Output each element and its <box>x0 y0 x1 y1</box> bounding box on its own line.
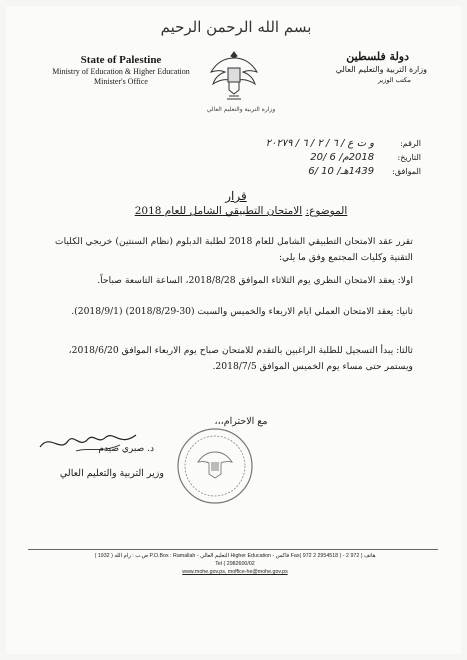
subject-label: الموضوع: <box>305 205 348 217</box>
state-name-arabic: دولة فلسطين <box>346 50 409 63</box>
emblem-caption: وزارة التربية والتعليم العالي <box>206 106 276 113</box>
subject-line <box>86 205 396 217</box>
ministry-block-english <box>36 67 206 87</box>
signer-name: د. صبري صيدم <box>98 444 154 454</box>
hijri-label: الموافق: <box>392 167 421 176</box>
subject-text: الامتحان التطبيقي الشامل للعام 2018 <box>134 205 303 217</box>
date-label: التاريخ: <box>397 153 421 162</box>
reference-number-row <box>221 138 421 152</box>
intro-paragraph: تقرر عقد الامتحان التطبيقي الشامل للعام 2018 لطلبة الدبلوم (نظام السنتين) خريجي الكليات التقنية وكليات المجتمع وفق ما يلي: <box>54 236 413 263</box>
reference-label: الرقم: <box>400 139 421 148</box>
footer-divider <box>28 549 438 550</box>
gregorian-date-row <box>221 152 421 166</box>
decision-title: قرار <box>225 189 247 203</box>
office-name-arabic: مكتب الوزير <box>377 76 411 84</box>
closing-salutation: مع الاحترام،،، <box>214 416 268 427</box>
clause-second: ثانيا: يعقد الامتحان العملي ايام الاربعاء والخميس والسبت (30-2018/8/29) (2018/9/1). <box>71 306 413 317</box>
hijri-value: 1439هـ/ 10 /6 <box>308 166 375 177</box>
date-value: 2018م/ 6 /20 <box>310 152 375 163</box>
reference-value: و ت ع / ٦ / ٢ / ٦ / ٢٠٢٧٩ <box>265 138 375 149</box>
clause-first: اولا: يعقد الامتحان النظري يوم الثلاثاء الموافق 2018/8/28، الساعة التاسعة صباحاً. <box>97 275 413 286</box>
basmala-calligraphy: بسم الله الرحمن الرحيم <box>160 18 312 36</box>
footer-phone-line: Tel ( 2982600/02 <box>215 561 255 567</box>
hijri-date-row <box>221 166 421 180</box>
letter-page <box>6 6 461 654</box>
signer-title: وزير التربية والتعليم العالي <box>59 468 164 479</box>
office-name-english: Minister's Office <box>94 77 148 86</box>
ministry-name-english: Ministry of Education & Higher Education <box>52 67 190 76</box>
official-round-stamp-icon <box>174 426 256 506</box>
palestine-eagle-emblem-icon <box>207 46 261 102</box>
clause-third: ثالثا: يبدأ التسجيل للطلبة الراغبين بالتقدم للامتحان صباح يوم الاربعاء الموافق 2018/6/20، ويستمر حتى مساء يوم الخميس الموافق 2018/7/5. <box>68 345 413 372</box>
footer-contact-line: ص.ب : رام الله ( 1932 ) P.O.Box : Ramallah - التعليم العالي Higher Education - فاكس Fax( 972 2 2954518 ) - هاتف ( 972 2 <box>94 553 376 559</box>
ministry-name-arabic: وزارة التربية والتعليم العالي <box>335 65 427 74</box>
state-name-english: State of Palestine <box>80 54 162 66</box>
footer-web-email: www.mohe.gov.ps, moffice-he@mohe.gov.ps <box>182 569 288 575</box>
